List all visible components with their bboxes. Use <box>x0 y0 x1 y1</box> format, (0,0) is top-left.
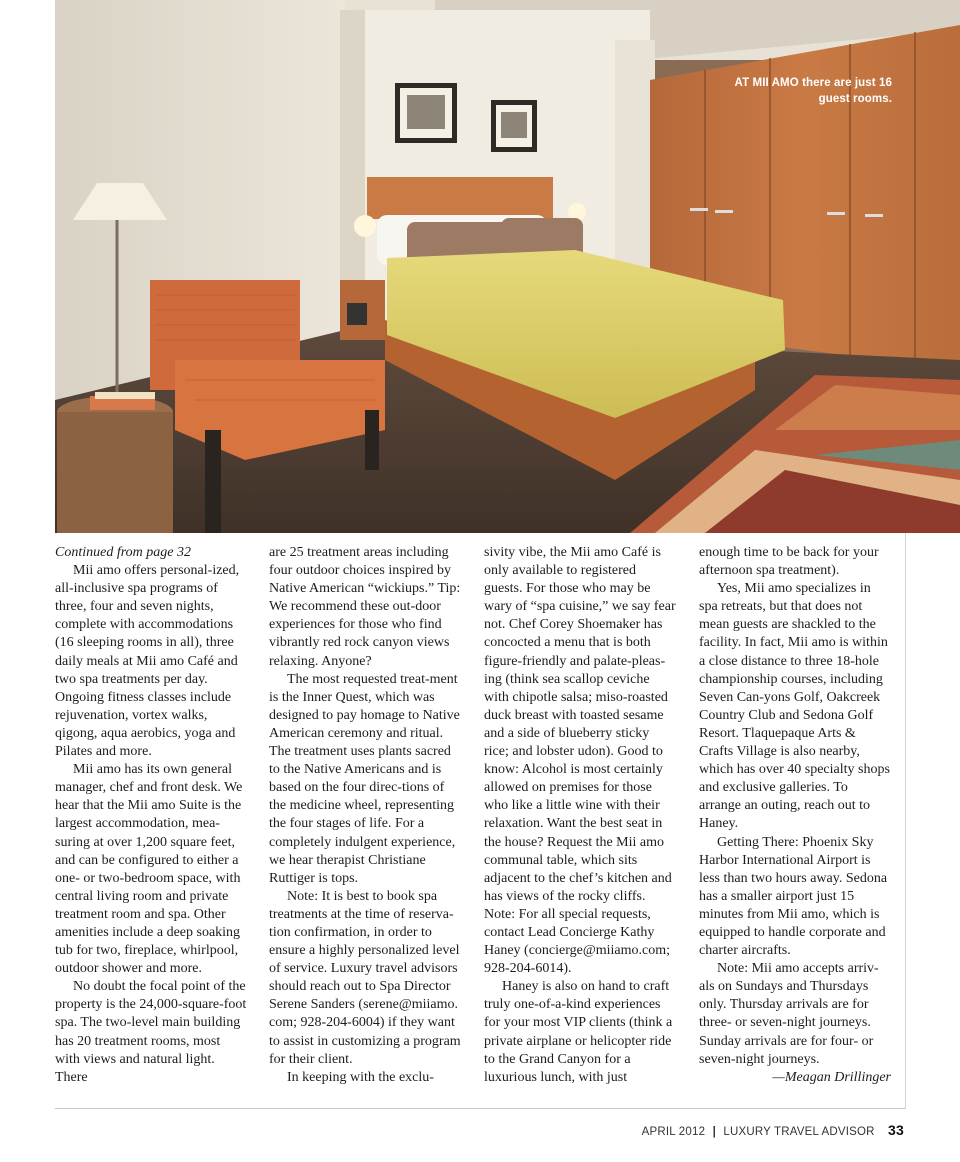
article-body <box>55 544 905 1094</box>
footer-separator: | <box>712 1126 716 1138</box>
footer-divider <box>55 1108 905 1109</box>
article-column-3 <box>484 544 676 1087</box>
paragraph: sivity vibe, the Mii amo Café is only available to registered guests. For those who may be wary of “spa cuisine,” we say fear not. Chef Corey Shoemaker has concocted a menu that is both figure-friendly and palate-pleas-ing (think sea scallop ceviche with chipotle salsa; miso-roasted duck breast with toasted sesame and a side of blueberry sticky rice; and lobster udon). Good to know: Alcohol is most certainly allowed on premises for those who like a little wine with their relaxation. Want the best seat in the house? Request the Mii amo communal table, which sits adjacent to the chef’s kitchen and has views of the rocky cliffs. Note: For all special requests, contact Lead Concierge Kathy Haney (concierge@miiamo.com; 928-204-6014). <box>484 545 676 977</box>
continued-from-note: Continued from page 32 <box>55 545 191 560</box>
paragraph: enough time to be back for your afternoon spa treatment). <box>699 545 879 579</box>
paragraph: are 25 treatment areas including four outdoor choices inspired by Native American “wickiups.” Tip: We recommend these out-door experiences for those who find vibrantly red rock canyon views relaxing. Anyone? <box>269 545 461 669</box>
page-footer <box>642 1122 904 1138</box>
author-byline: —Meagan Drillinger <box>772 1069 891 1085</box>
photo-caption: AT MII AMO there are just 16 guest rooms. <box>734 77 892 105</box>
paragraph: Haney is also on hand to craft truly one-of-a-kind experiences for your most VIP clients (think a private airplane or helicopter ride to the Grand Canyon for a luxurious lunch, with just <box>484 979 673 1085</box>
paragraph: No doubt the focal point of the property is the 24,000-square-foot spa. The two-level main building has 20 treatment rooms, most with views and natural light. There <box>55 979 247 1085</box>
issue-date: APRIL 2012 <box>641 1126 706 1138</box>
article-column-4 <box>699 544 891 1087</box>
paragraph: Mii amo has its own general manager, chef and front desk. We hear that the Mii amo Suite is the largest accommodation, mea-suring at over 1,200 square feet, and can be configured to either a one- or two-bedroom space, with central living room and private treatment room and spa. Other amenities include a deep soaking tub for two, fireplace, whirlpool, outdoor shower and more. <box>55 762 243 977</box>
paragraph: Note: Mii amo accepts arriv-als on Sundays and Thursdays only. Thursday arrivals are for three- or seven-night journeys. Sunday arrivals are for four- or seven-night journeys. <box>699 961 879 1067</box>
paragraph: Getting There: Phoenix Sky Harbor International Airport is less than two hours away. Sedona has a smaller airport just 15 minutes from Mii amo, which is equipped to handle corporate and charter aircrafts. <box>699 834 888 959</box>
paragraph: Note: It is best to book spa treatments at the time of reserva-tion confirmation, in order to ensure a highly personalized level of service. Luxury travel advisors should reach out to Spa Director Serene Sanders (serene@miiamo. com; 928-204-6004) if they want to assist in customizing a program for their client. <box>269 888 461 1067</box>
publication-name: LUXURY TRAVEL ADVISOR <box>723 1126 875 1138</box>
page-number: 33 <box>888 1122 904 1138</box>
article-column-2 <box>269 544 461 1087</box>
article-column-1 <box>55 544 247 1087</box>
paragraph: In keeping with the exclu- <box>287 1069 434 1085</box>
paragraph: Mii amo offers personal-ized, all-inclusive spa programs of three, four and seven nights, complete with accommodations (16 sleeping rooms in all), three daily meals at Mii amo Café and two spa treatments per day. Ongoing fitness classes include rejuvenation, vortex walks, qigong, aqua aerobics, yoga and Pilates and more. <box>55 563 240 760</box>
paragraph: Yes, Mii amo specializes in spa retreats, but that does not mean guests are shackled to the facility. In fact, Mii amo is within a close distance to three 18-hole championship courses, including Seven Can-yons Golf, Oakcreek Country Club and Sedona Golf Resort. Tlaquepaque Arts & Crafts Village is also nearby, which has over 40 specialty shops and exclusive galleries. To arrange an outing, reach out to Haney. <box>699 581 890 832</box>
paragraph: The most requested treat-ment is the Inner Quest, which was designed to pay homage to Native American ceremony and ritual. The treatment uses plants sacred to the Native Americans and is based on the four direc-tions of the medicine wheel, representing the four stages of life. For a completely indulgent experience, we hear therapist Christiane Ruttiger is tops. <box>269 671 460 886</box>
hotel-room-photo <box>55 0 960 533</box>
column-divider <box>905 533 906 1109</box>
